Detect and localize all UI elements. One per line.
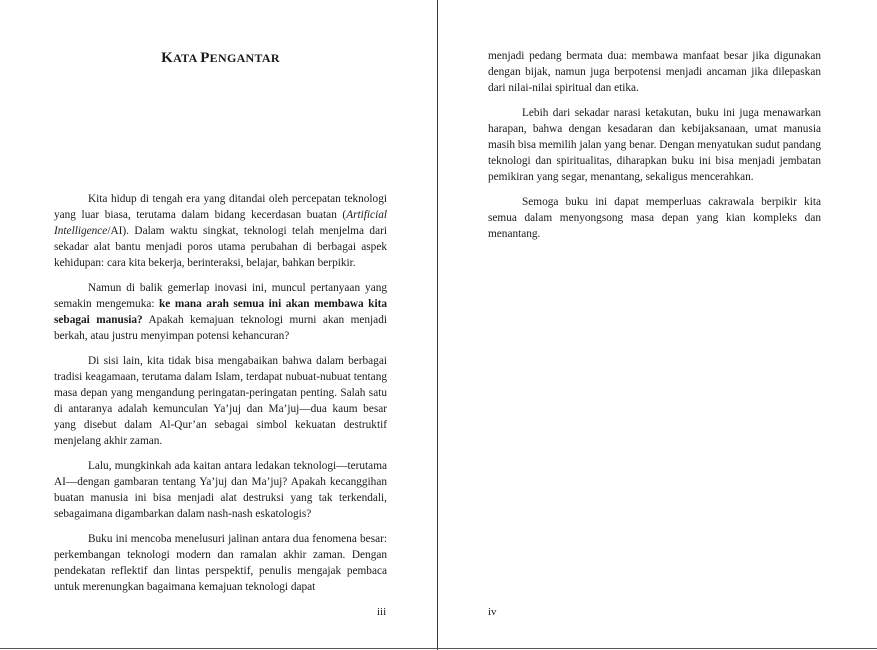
paragraph-2-bold: ke mana arah semua ini akan membawa kita sebagai manusia? bbox=[54, 298, 387, 326]
right-page-body bbox=[488, 48, 821, 242]
paragraph-6: Lebih dari sekadar narasi ketakutan, buku ini juga menawarkan harapan, bahwa dengan kesadaran dan kebijaksanaan, umat manusia masih bisa memilih jalan yang benar. Dengan menyatukan sudut pandang teknologi dan spiritualitas, diharapkan buku ini bisa menjadi jembatan pemikiran yang segar, menantang, sekaligus mencerahkan. bbox=[488, 107, 821, 183]
title-initial-1: K bbox=[161, 50, 174, 66]
paragraph-continued: menjadi pedang bermata dua: membawa manfaat besar jika digunakan dengan bijak, namun juga berpotensi menjadi ancaman jika dilepaskan dari nilai-nilai spiritual dan etika. bbox=[488, 50, 821, 94]
paragraph-4: Lalu, mungkinkah ada kaitan antara ledakan teknologi—terutama AI—dengan gambaran tentang Ya’juj dan Ma’juj? Apakah kecanggihan buatan manusia ini bisa menjadi alat destruksi yang tak terkendali, sebagaimana digambarkan dalam nash-nash eskatologis? bbox=[54, 460, 387, 520]
paragraph-1-text-b: /AI). Dalam waktu singkat, teknologi telah menjelma dari sekadar alat bantu menjadi poros utama perubahan di berbagai aspek kehidupan: cara kita bekerja, berinteraksi, belajar, bahkan berpikir. bbox=[54, 225, 387, 269]
page-title bbox=[54, 50, 387, 67]
paragraph-2 bbox=[54, 280, 387, 344]
paragraph-3: Di sisi lain, kita tidak bisa mengabaikan bahwa dalam berbagai tradisi keagamaan, terutama dalam Islam, terdapat nubuat-nubuat tentang masa depan yang mengandung peringatan-peringatan penting. Salah satu di antaranya adalah kemunculan Ya’juj dan Ma’juj—dua kaum besar yang disebut dalam Al-Qur’an sebagai simbol kekuatan destruktif menjelang akhir zaman. bbox=[54, 355, 387, 447]
title-initial-2: P bbox=[200, 50, 210, 66]
paragraph-7: Semoga buku ini dapat memperluas cakrawala berpikir kita semua dalam menyongsong masa depan yang kian kompleks dan menantang. bbox=[488, 196, 821, 240]
title-rest-2: ENGANTAR bbox=[209, 51, 280, 65]
page-bottom-rule bbox=[0, 648, 877, 649]
left-page bbox=[0, 0, 438, 650]
paragraph-1-text-a: Kita hidup di tengah era yang ditandai oleh percepatan teknologi yang luar biasa, terutama dalam bidang kecerdasan buatan ( bbox=[54, 193, 387, 221]
left-page-body bbox=[54, 191, 387, 595]
paragraph-2-text-b: Apakah kemajuan teknologi murni akan menjadi berkah, atau justru menyimpan potensi kehancuran? bbox=[54, 314, 387, 342]
paragraph-2-text-a: Namun di balik gemerlap inovasi ini, muncul pertanyaan yang semakin mengemuka: bbox=[54, 282, 387, 310]
page-number-left: iii bbox=[377, 606, 387, 618]
paragraph-1 bbox=[54, 191, 387, 271]
paragraph-5: Buku ini mencoba menelusuri jalinan antara dua fenomena besar: perkembangan teknologi modern dan ramalan akhir zaman. Dengan pendekatan reflektif dan lintas perspektif, penulis mengajak pembaca untuk merenungkan bagaimana kemajuan teknologi dapat bbox=[54, 533, 387, 593]
title-rest-1: ATA bbox=[173, 51, 201, 65]
paragraph-1-italic: Artificial Intelligence bbox=[54, 209, 387, 237]
page-number-right: iv bbox=[488, 606, 497, 618]
